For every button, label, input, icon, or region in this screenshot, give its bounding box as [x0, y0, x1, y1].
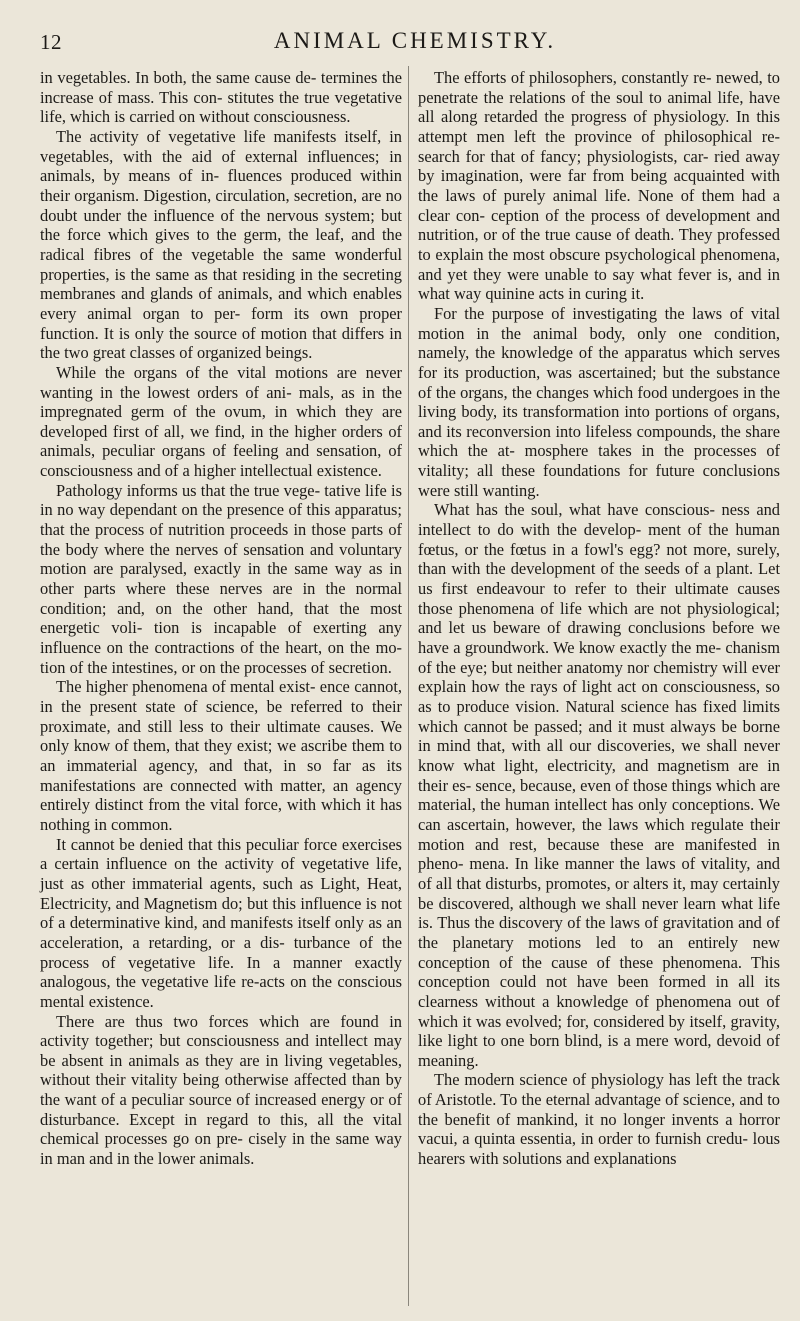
running-title: ANIMAL CHEMISTRY.: [273, 28, 557, 53]
column-divider: [408, 66, 409, 1306]
paragraph: Pathology informs us that the true vege- tative life is in no way dependant on the presence of this apparatus; that the process of nutrition proceeds in those parts of the body where the nerves of sensation and voluntary motion are paralysed, exactly in the same way as in other parts where these nerves are in the normal condition; and, on the other hand, that the most energetic voli- tion is incapable of exerting any influence on the contractions of the heart, on the mo- tion of the intestines, or on the processes of secretion.: [40, 480, 402, 677]
right-column: [418, 68, 780, 1169]
paragraph: The efforts of philosophers, constantly re- newed, to penetrate the relations of the soul to animal life, have all along retarded the progress of physiology. In this attempt men left the province of philosophical re- search for that of fancy; physiologists, car- ried away by imagination, were far from being acquainted with the laws of purely animal life. None of them had a clear con- ception of the process of development and nutrition, or of the true cause of death. They professed to explain the most obscure psychological phenomena, and yet they were unable to say what fever is, and in what way quinine acts in curing it.: [418, 68, 780, 304]
paragraph: It cannot be denied that this peculiar force exercises a certain influence on the activity of vegetative life, just as other immaterial agents, such as Light, Heat, Electricity, and Magnetism do; but this influence is not of a determinative kind, and manifests itself only as an acceleration, a retarding, or a dis- turbance of the process of vegetative life. In a manner exactly analogous, the vegetative life re-acts on the conscious mental existence.: [40, 834, 402, 1011]
paragraph: in vegetables. In both, the same cause de- termines the increase of mass. This con- stitutes the true vegetative life, which is carried on without consciousness.: [40, 68, 402, 127]
paragraph: The modern science of physiology has left the track of Aristotle. To the eternal advantage of science, and to the benefit of mankind, it no longer invents a horror vacui, a quinta essentia, in order to furnish credu- lous hearers with solutions and explanations: [418, 1070, 780, 1169]
paragraph: While the organs of the vital motions are never wanting in the lowest orders of ani- mals, as in the impregnated germ of the ovum, in which they are developed first of all, we find, in the higher orders of animals, peculiar organs of feeling and sensation, of consciousness and of a higher intellectual existence.: [40, 362, 402, 481]
paragraph: For the purpose of investigating the laws of vital motion in the animal body, only one condition, namely, the knowledge of the apparatus which serves for its production, was ascertained; but the substance of the organs, the changes which food undergoes in the living body, its transformation into portions of organs, and its reconversion into lifeless compounds, the share which the at- mosphere takes in the processes of vitality; all these foundations for future conclusions were still wanting.: [418, 303, 780, 500]
left-column: [40, 68, 402, 1169]
paragraph: The higher phenomena of mental exist- ence cannot, in the present state of science, be referred to their proximate, and still less to their ultimate causes. We only know of them, that they exist; we ascribe them to an immaterial agency, and that, in so far as its manifestations are connected with matter, an agency entirely distinct from the vital force, with which it has nothing in common.: [40, 677, 402, 834]
paragraph: There are thus two forces which are found in activity together; but consciousness and intellect may be absent in animals as they are in living vegetables, without their vitality being otherwise affected than by the want of a peculiar source of increased energy or of disturbance. Except in regard to this, all the vital chemical processes go on pre- cisely in the same way in man and in the lower animals.: [40, 1011, 402, 1169]
paragraph: What has the soul, what have conscious- ness and intellect to do with the develop- ment of the human fœtus, or the fœtus in a fowl's egg? not more, surely, than with the development of the seeds of a plant. Let us first endeavour to refer to their ultimate causes those phenomena of life which are not physiological; and let us beware of drawing conclusions before we have a groundwork. We know exactly the me- chanism of the eye; but neither anatomy nor chemistry will ever explain how the rays of light act on consciousness, so as to produce vision. Natural science has fixed limits which cannot be passed; and it must always be borne in mind that, with all our discoveries, we shall never know what light, electricity, and magnetism are in their es- sence, because, even of those things which are material, the human intellect has only conceptions. We can ascertain, however, the laws which regulate their motion and rest, because these are manifested in pheno- mena. In like manner the laws of vitality, and of all that disturbs, promotes, or alters it, may certainly be discovered, although we shall never learn what life is. Thus the discovery of the laws of gravitation and of the planetary motions led to an entirely new conception of the cause of these phenomena. This conception could not have been formed in all its clearness without a knowledge of phenomena out of which it was evolved; for, considered by itself, gravity, like light to one born blind, is a mere word, devoid of meaning.: [418, 500, 780, 1070]
paragraph: The activity of vegetative life manifests itself, in vegetables, with the aid of external influences; in animals, by means of in- fluences produced within their organism. Digestion, circulation, secretion, are no doubt under the influence of the nervous system; but the force which gives to the germ, the leaf, and the radical fibres of the vegetable the same wonderful properties, is the same as that residing in the secreting membranes and glands of animals, and which enables every animal organ to per- form its own proper function. It is only the source of motion that differs in the two great classes of organized beings.: [40, 126, 402, 363]
page-header: [0, 30, 800, 56]
page-number: 12: [40, 30, 62, 54]
